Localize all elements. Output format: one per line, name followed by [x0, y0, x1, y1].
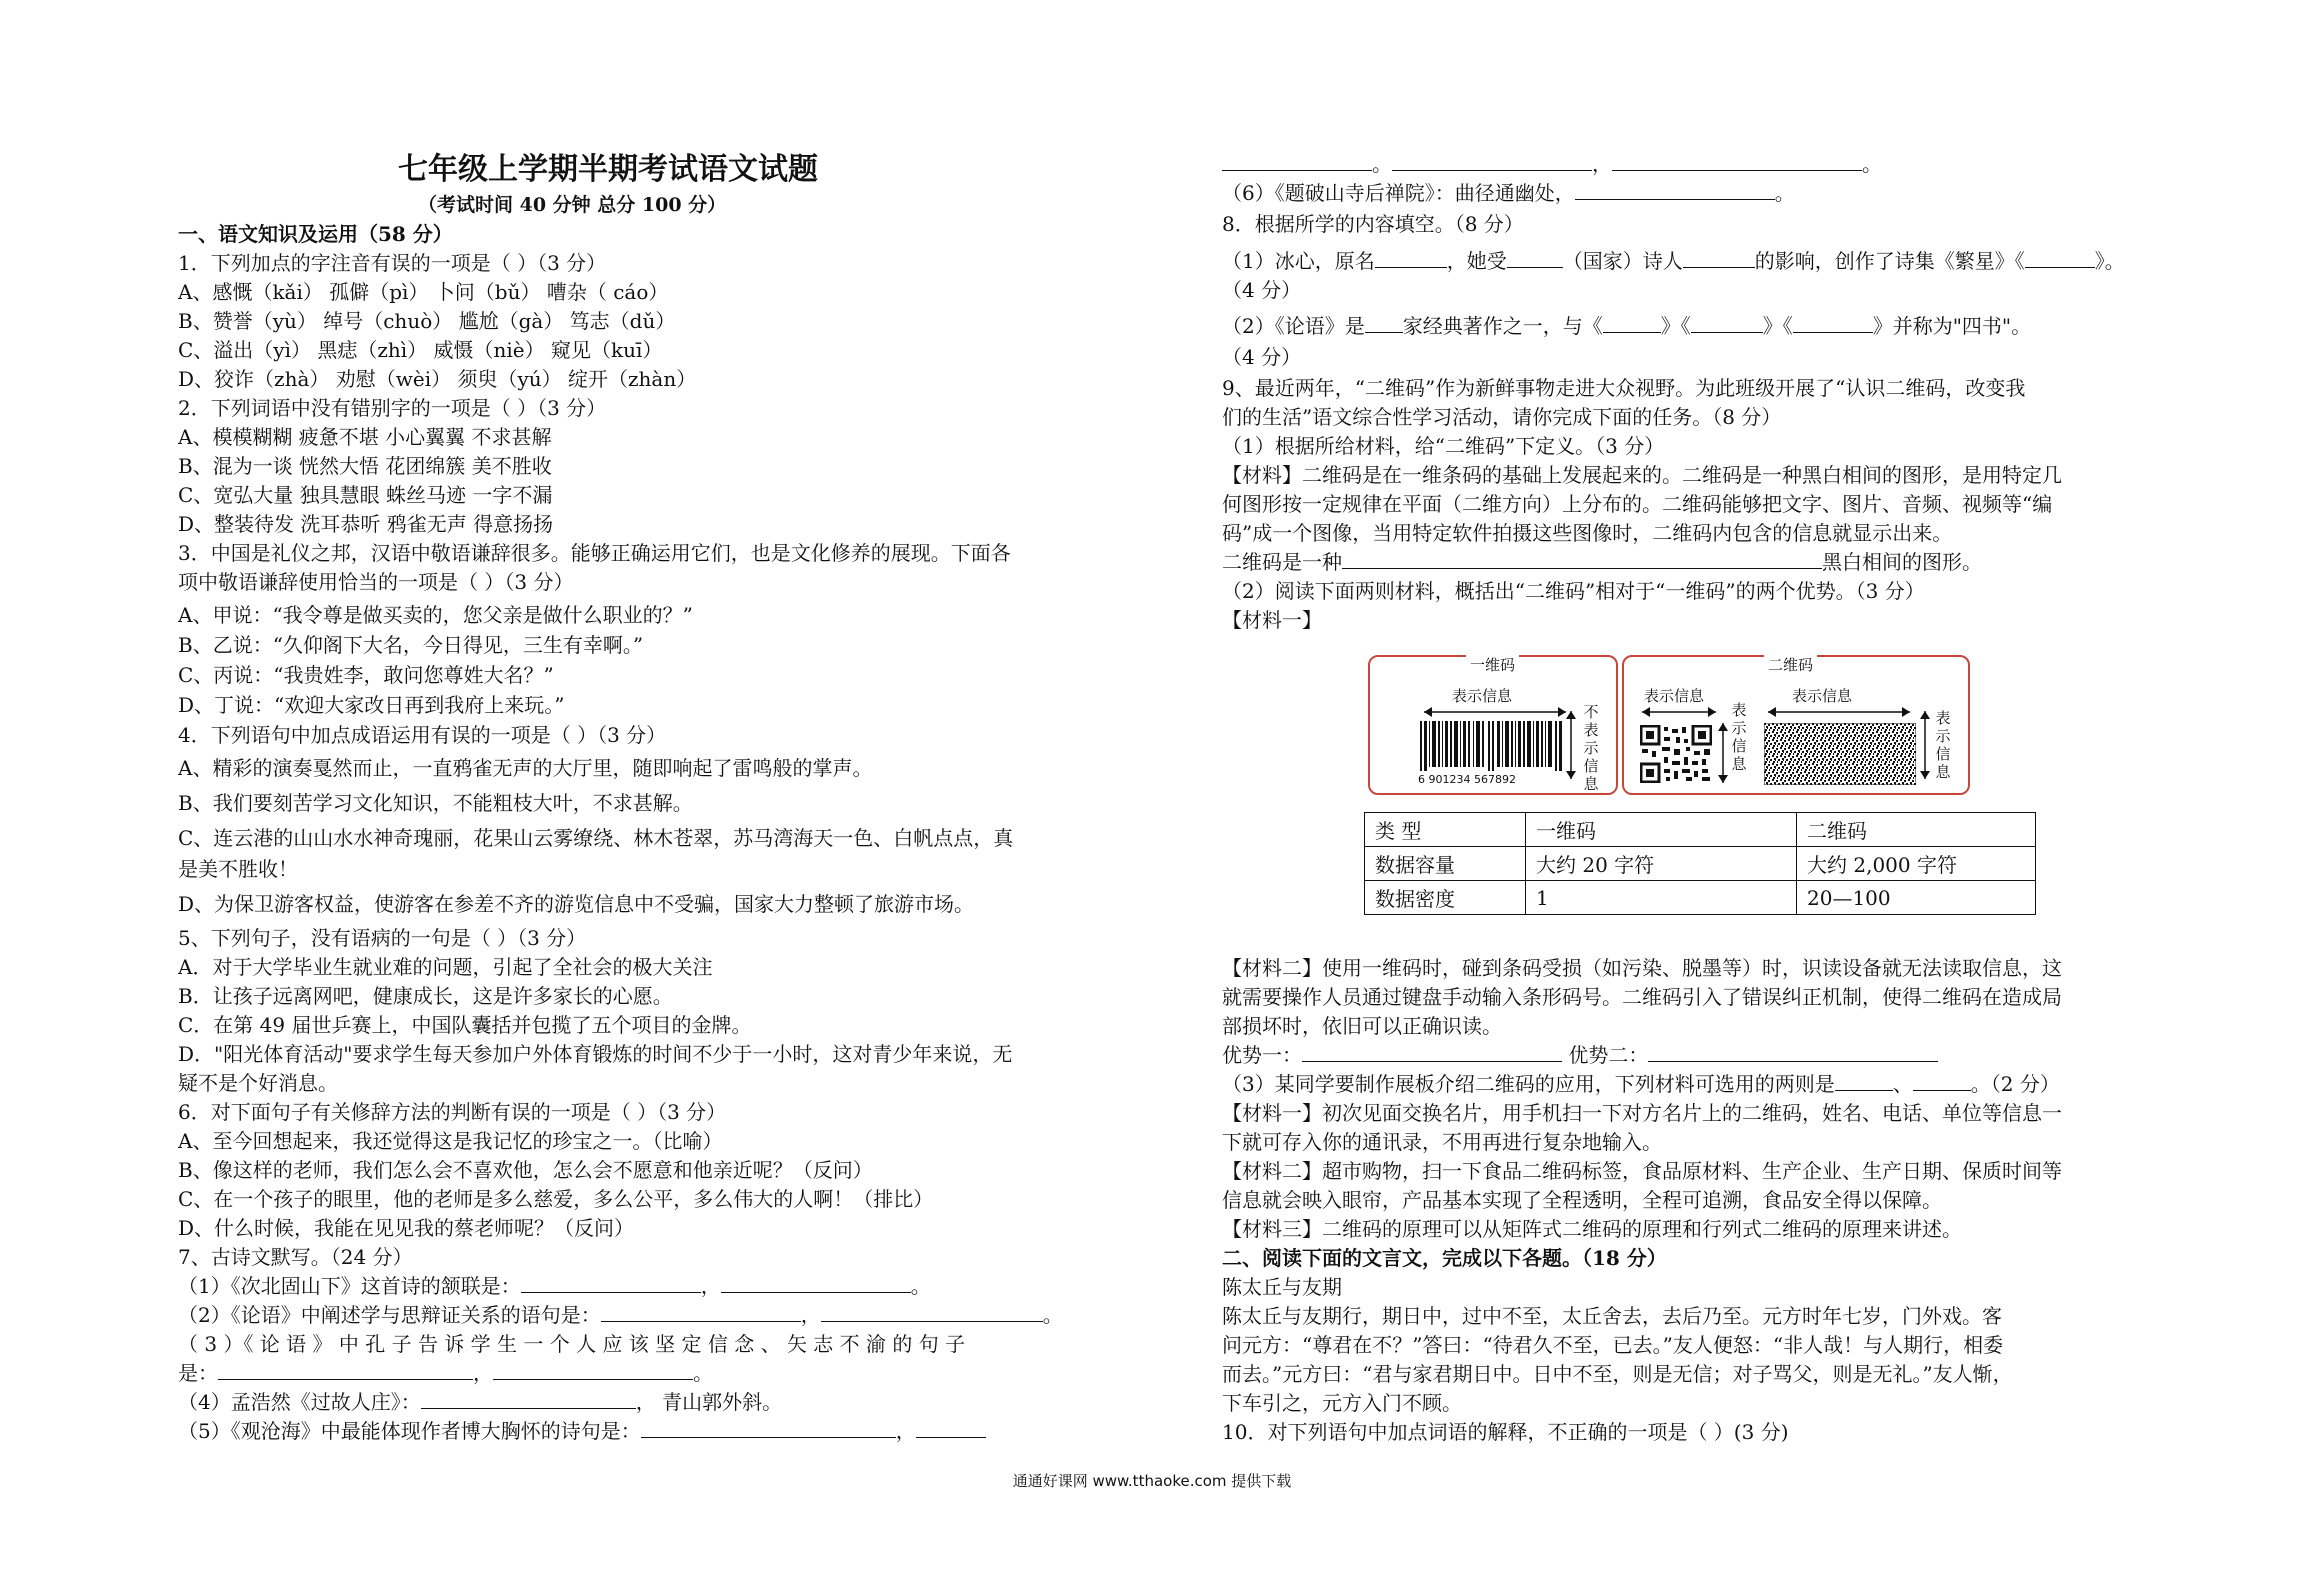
q9-text: 。（2 分）	[1970, 1072, 2060, 1096]
question-8-2	[1222, 314, 2031, 338]
answer-blank[interactable]	[1648, 1043, 1938, 1062]
q7-line-3b: 是： ， 。	[178, 1361, 713, 1385]
question-line: A、至今回想起来，我还觉得这是我记忆的珍宝之一。（比喻）	[178, 1129, 723, 1153]
q7-prompt: （4）孟浩然《过故人庄》：	[178, 1390, 421, 1414]
barcode-number: 6 901234 567892	[1418, 773, 1516, 786]
q9-definition	[1222, 550, 1982, 574]
question-line: C、丙说：“我贵姓李，敢问您尊姓大名？”	[178, 663, 554, 687]
question-line: 10．对下列语句中加点词语的解释，不正确的一项是（ ）(3 分)	[1222, 1420, 1789, 1444]
answer-blank[interactable]	[521, 1274, 701, 1293]
question-line: C、溢出（yì） 黑痣（zhì） 威慑（niè） 窥见（kuī）	[178, 338, 663, 362]
passage-title: 陈太丘与友期	[1222, 1275, 1342, 1299]
table-row	[1365, 881, 2036, 915]
continued-blanks: 。 ， 。	[1222, 152, 1882, 176]
answer-blank[interactable]	[1793, 314, 1873, 333]
question-line: 是美不胜收！	[178, 857, 298, 881]
answer-blank[interactable]	[1612, 152, 1862, 171]
question-line: B、赞誉（yù） 绰号（chuò） 尴尬（gà） 笃志（dǔ）	[178, 309, 676, 333]
arrow-icon	[1420, 705, 1570, 719]
question-line: 何图形按一定规律在平面（二维方向）上分布的。二维码能够把文字、图片、音频、视频等“编	[1222, 492, 2053, 516]
question-line: A、甲说：“我令尊是做买卖的，您父亲是做什么职业的？”	[178, 603, 693, 627]
question-line: B、像这样的老师，我们怎么会不喜欢他，怎么会不愿意和他亲近呢？（反问）	[178, 1158, 873, 1182]
two-d-code-panel	[1622, 655, 1970, 795]
q8-text: 的影响，创作了诗集《繁星》《	[1754, 249, 2025, 273]
answer-blank[interactable]	[421, 1390, 636, 1409]
adv-label: 优势一：	[1222, 1043, 1302, 1067]
question-line: D、狡诈（zhà） 劝慰（wèi） 须臾（yú） 绽开（zhàn）	[178, 367, 697, 391]
answer-blank[interactable]	[2025, 249, 2095, 268]
table-header-row	[1365, 813, 2036, 847]
question-line: B、我们要刻苦学习文化知识，不能粗枝大叶，不求甚解。	[178, 791, 693, 815]
exam-subtitle: （考试时间 40 分钟 总分 100 分）	[418, 194, 727, 216]
q9-text: 、	[1892, 1072, 1913, 1096]
question-line: 项中敬语谦辞使用恰当的一项是（ ）（3 分）	[178, 570, 574, 594]
not-show-info-label: 不表示信息	[1583, 703, 1599, 793]
section-one-heading: 一、语文知识及运用（58 分）	[178, 222, 453, 246]
question-line: A、感慨（kǎi） 孤僻（pì） 卜问（bǔ） 嘈杂（ cáo）	[178, 280, 669, 304]
question-line: 6．对下面句子有关修辞方法的判断有误的一项是（ ）（3 分）	[178, 1100, 727, 1124]
question-line: 疑不是个好消息。	[178, 1071, 338, 1095]
arrow-icon	[1716, 719, 1730, 787]
qr-code-icon	[1640, 725, 1712, 783]
question-line: 下就可存入你的通讯录，不用再进行复杂地输入。	[1222, 1130, 1662, 1154]
question-line: D、什么时候，我能在见见我的蔡老师呢？（反问）	[178, 1216, 635, 1240]
answer-blank[interactable]	[1603, 314, 1661, 333]
q7-prompt: 是：	[178, 1361, 218, 1385]
question-line: 7、古诗文默写。（24 分）	[178, 1245, 413, 1269]
footer-credit: 通通好课网 www.tthaoke.com 提供下载	[1012, 1472, 1292, 1490]
table-cell: 类 型	[1365, 813, 1526, 847]
q7-line-5: （5）《观沧海》中最能体现作者博大胸怀的诗句是： ，	[178, 1419, 986, 1443]
q7-prompt: （5）《观沧海》中最能体现作者博大胸怀的诗句是：	[178, 1419, 641, 1443]
question-line: （2）阅读下面两则材料，概括出“二维码”相对于“一维码”的两个优势。（3 分）	[1222, 579, 1925, 603]
answer-blank[interactable]	[1302, 1043, 1562, 1062]
answer-blank[interactable]	[641, 1419, 896, 1438]
q7-poem-text: ， 青山郭外斜。	[635, 1390, 783, 1414]
answer-blank[interactable]	[1835, 1072, 1893, 1091]
arrow-icon	[1564, 707, 1578, 783]
question-line: 【材料三】二维码的原理可以从矩阵式二维码的原理和行列式二维码的原理来讲述。	[1222, 1217, 1962, 1241]
q8-text: 》。	[2094, 249, 2125, 273]
one-d-title: 一维码	[1466, 654, 1519, 675]
passage-line: 问元方：“尊君在不？”答曰：“待君久不至，已去。”友人便怒：“非人哉！与人期行，相委	[1222, 1333, 2004, 1357]
q7-line-4	[178, 1390, 782, 1414]
passage-line: 而去。”元方曰：“君与家君期日中。日中不至，则是无信；对子骂父，则是无礼。”友人惭，	[1222, 1362, 2013, 1386]
q7-line-6: （6）《题破山寺后禅院》：曲径通幽处， 。	[1222, 181, 1795, 205]
answer-blank[interactable]	[1507, 249, 1563, 268]
question-line: B、混为一谈 恍然大悟 花团绵簇 美不胜收	[178, 454, 552, 478]
answer-blank[interactable]	[1575, 181, 1775, 200]
q8-text: （国家）诗人	[1562, 249, 1683, 273]
question-line: 【材料二】使用一维码时，碰到条码受损（如污染、脱墨等）时，识读设备就无法读取信息，这	[1222, 956, 2062, 980]
table-cell: 大约 20 字符	[1526, 847, 1797, 881]
question-line: 9、最近两年，“二维码”作为新鲜事物走进大众视野。为此班级开展了“认识二维码，改变我	[1222, 376, 2026, 400]
question-line: C、连云港的山山水水神奇瑰丽，花果山云雾缭绕、林木苍翠，苏马湾海天一色、白帆点点，真	[178, 826, 1014, 850]
answer-blank[interactable]	[1222, 152, 1372, 171]
show-info-vertical-label: 表示信息	[1935, 709, 1951, 781]
q7-prompt: （2）《论语》中阐述学与思辩证关系的语句是：	[178, 1303, 601, 1327]
answer-blank[interactable]	[1392, 152, 1592, 171]
answer-blank[interactable]	[1913, 1072, 1971, 1091]
material-one-label: 【材料一】	[1222, 608, 1322, 632]
question-line: D、整装待发 洗耳恭听 鸦雀无声 得意扬扬	[178, 512, 554, 536]
question-line: A、精彩的演奏戛然而止，一直鸦雀无声的大厅里，随即响起了雷鸣般的掌声。	[178, 756, 873, 780]
question-line: B、乙说：“久仰阁下大名，今日得见，三生有幸啊。”	[178, 633, 644, 657]
question-line: 就需要操作人员通过键盘手动输入条形码号。二维码引入了错误纠正机制，使得二维码在造成局	[1222, 985, 2062, 1009]
arrow-icon	[1764, 705, 1914, 719]
barcode-icon	[1418, 721, 1568, 779]
q8-text: 》《	[1660, 314, 1691, 338]
question-8-1-score: （4 分）	[1222, 278, 1302, 302]
answer-blank[interactable]	[218, 1361, 473, 1380]
q7-line-1: （1）《次北固山下》这首诗的颔联是： ， 。	[178, 1274, 931, 1298]
question-line: C、在一个孩子的眼里，他的老师是多么慈爱，多么公平，多么伟大的人啊！（排比）	[178, 1187, 934, 1211]
question-line: 2．下列词语中没有错别字的一项是（ ）（3 分）	[178, 396, 607, 420]
advantage-line	[1222, 1043, 1938, 1067]
question-line: 部损坏时，依旧可以正确识读。	[1222, 1014, 1502, 1038]
question-line: 【材料二】超市购物，扫一下食品二维码标签，食品原材料、生产企业、生产日期、保质时间等	[1222, 1159, 2062, 1183]
passage-line: 下车引之，元方入门不顾。	[1222, 1391, 1462, 1415]
q8-text: ，她受	[1446, 249, 1507, 273]
answer-blank[interactable]	[601, 1303, 801, 1322]
question-line: 【材料一】初次见面交换名片，用手机扫一下对方名片上的二维码，姓名、电话、单位等信息一	[1222, 1101, 2062, 1125]
question-line: 信息就会映入眼帘，产品基本实现了全程透明，全程可追溯，食品安全得以保障。	[1222, 1188, 1942, 1212]
answer-blank[interactable]	[1375, 249, 1447, 268]
question-line: A．对于大学毕业生就业难的问题，引起了全社会的极大关注	[178, 955, 713, 979]
question-line: D、丁说：“欢迎大家改日再到我府上来玩。”	[178, 693, 565, 717]
comparison-table	[1364, 812, 2036, 915]
table-cell: 一维码	[1526, 813, 1797, 847]
question-line: 4．下列语句中加点成语运用有误的一项是（ ）（3 分）	[178, 723, 667, 747]
q7-line-2: （2）《论语》中阐述学与思辩证关系的语句是： ， 。	[178, 1303, 1063, 1327]
answer-blank[interactable]	[916, 1419, 986, 1438]
table-cell: 数据容量	[1365, 847, 1526, 881]
answer-blank[interactable]	[1342, 550, 1822, 569]
dense-2d-code-icon	[1764, 723, 1916, 785]
answer-blank[interactable]	[1365, 314, 1403, 333]
arrow-icon	[1638, 705, 1720, 719]
question-line: 码”成一个图像，当用特定软件拍摄这些图像时，二维码内包含的信息就显示出来。	[1222, 521, 1953, 545]
question-line: 【材料】二维码是在一维条码的基础上发展起来的。二维码是一种黑白相间的图形，是用特定几	[1222, 463, 2062, 487]
question-8-2-score: （4 分）	[1222, 345, 1302, 369]
show-info-label: 表示信息	[1644, 687, 1705, 705]
question-line: 5、下列句子，没有语病的一句是（ ）（3 分）	[178, 926, 587, 950]
question-line: D．"阳光体育活动"要求学生每天参加户外体育锻炼的时间不少于一小时，这对青少年来说，无	[178, 1042, 1013, 1066]
q9-text: 二维码是一种	[1222, 550, 1342, 574]
question-line: （1）根据所给材料，给“二维码”下定义。（3 分）	[1222, 434, 1665, 458]
exam-title: 七年级上学期半期考试语文试题	[398, 152, 818, 187]
q8-text: 家经典著作之一，与《	[1402, 314, 1603, 338]
q7-line-3: （ 3 ）《 论 语 》 中 孔 子 告 诉 学 生 一 个 人 应 该 坚 定 信 念 、 矢 志 不 渝 的 句 子	[178, 1332, 966, 1356]
question-line: B．让孩子远离网吧，健康成长，这是许多家长的心愿。	[178, 984, 673, 1008]
table-cell: 数据密度	[1365, 881, 1526, 915]
arrow-icon	[1918, 707, 1932, 783]
q7-prompt: （6）《题破山寺后禅院》：曲径通幽处，	[1222, 181, 1575, 205]
question-line: 1．下列加点的字注音有误的一项是（ ）（3 分）	[178, 251, 607, 275]
question-line: D、为保卫游客权益，使游客在参差不齐的游览信息中不受骗，国家大力整顿了旅游市场。	[178, 892, 975, 916]
answer-blank[interactable]	[1683, 249, 1755, 268]
question-8-1	[1222, 249, 2125, 273]
q9-text: （3）某同学要制作展板介绍二维码的应用，下列材料可选用的两则是	[1222, 1072, 1835, 1096]
table-cell: 20—100	[1797, 881, 2036, 915]
question-line: 们的生活”语文综合性学习活动，请你完成下面的任务。（8 分）	[1222, 405, 1782, 429]
one-d-code-panel	[1368, 655, 1618, 795]
q8-text: （2）《论语》是	[1222, 314, 1365, 338]
show-info-vertical-label: 表示信息	[1731, 701, 1747, 773]
show-info-label: 表示信息	[1792, 687, 1853, 705]
q9-3-line	[1222, 1072, 2060, 1096]
question-8: 8．根据所学的内容填空。（8 分）	[1222, 212, 1524, 236]
question-line: C、宽弘大量 独具慧眼 蛛丝马迹 一字不漏	[178, 483, 553, 507]
q8-text: （1）冰心，原名	[1222, 249, 1375, 273]
show-info-label: 表示信息	[1452, 687, 1513, 705]
q7-prompt: （1）《次北固山下》这首诗的颔联是：	[178, 1274, 521, 1298]
answer-blank[interactable]	[1691, 314, 1763, 333]
table-cell: 二维码	[1797, 813, 2036, 847]
question-line: 3．中国是礼仪之邦，汉语中敬语谦辞很多。能够正确运用它们，也是文化修养的展现。下面各	[178, 541, 1011, 565]
answer-blank[interactable]	[721, 1274, 911, 1293]
question-line: C．在第 49 届世乒赛上，中国队囊括并包揽了五个项目的金牌。	[178, 1013, 752, 1037]
q8-text: 》并称为"四书"。	[1872, 314, 2032, 338]
two-d-title: 二维码	[1764, 654, 1817, 675]
answer-blank[interactable]	[493, 1361, 693, 1380]
q8-text: 》《	[1762, 314, 1793, 338]
passage-line: 陈太丘与友期行，期日中，过中不至，太丘舍去，去后乃至。元方时年七岁，门外戏。客	[1222, 1304, 2002, 1328]
answer-blank[interactable]	[821, 1303, 1043, 1322]
table-row	[1365, 847, 2036, 881]
adv-label: 优势二：	[1568, 1043, 1649, 1067]
section-two-heading: 二、阅读下面的文言文，完成以下各题。（18 分）	[1222, 1246, 1667, 1270]
question-line: A、模模糊糊 疲惫不堪 小心翼翼 不求甚解	[178, 425, 552, 449]
table-cell: 1	[1526, 881, 1797, 915]
q9-text: 黑白相间的图形。	[1822, 550, 1982, 574]
table-cell: 大约 2,000 字符	[1797, 847, 2036, 881]
